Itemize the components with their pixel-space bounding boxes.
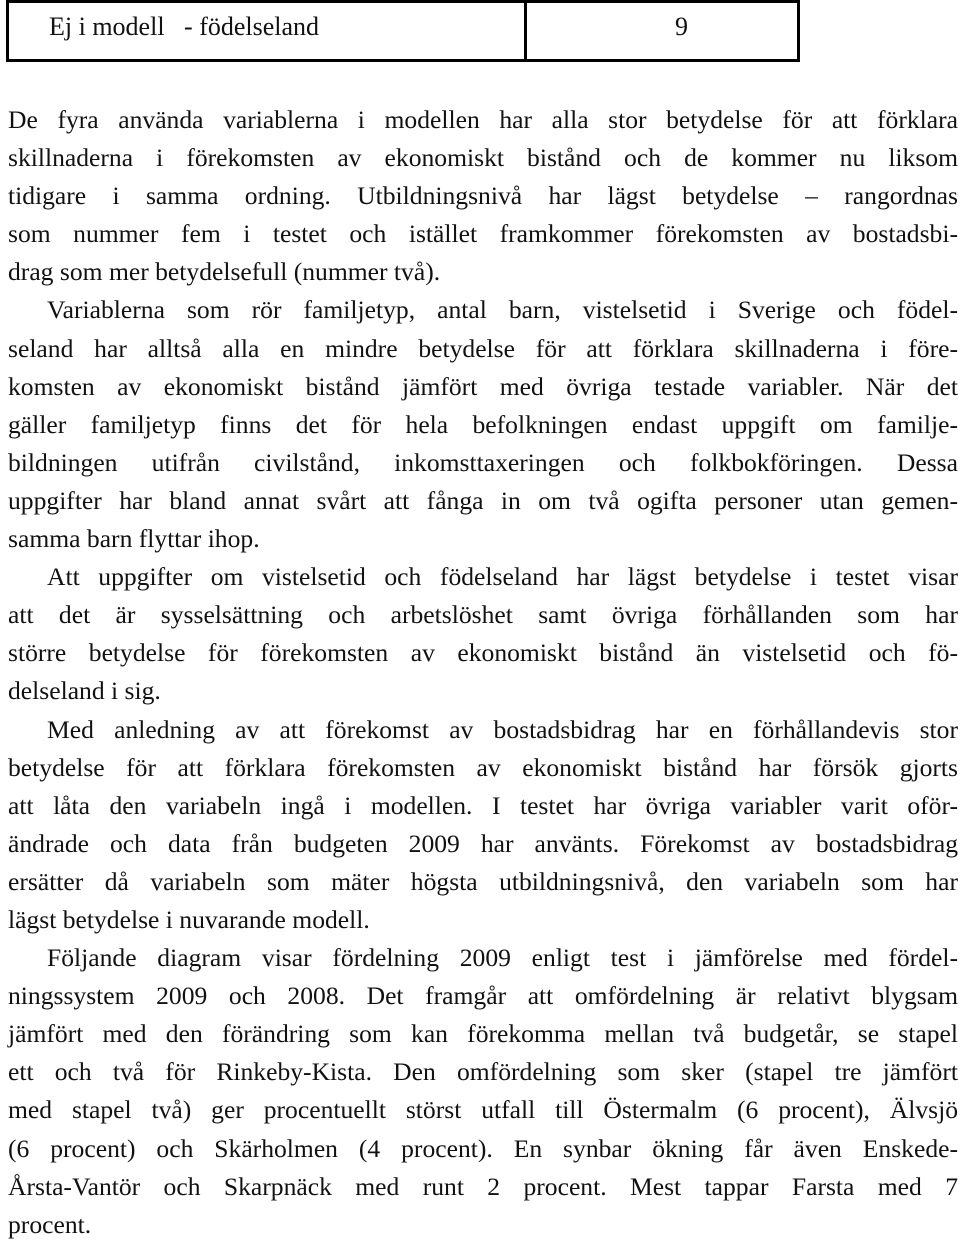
paragraph <box>8 711 958 940</box>
paragraph <box>8 101 958 291</box>
text-line: drag som mer betydelsefull (nummer två). <box>8 257 441 287</box>
text-line: (6 procent) och Skärholmen (4 procent). En synbar ökning får även Enskede- <box>8 1133 958 1163</box>
text-line: delseland i sig. <box>8 676 161 706</box>
text-line: De fyra använda variablerna i modellen har alla stor betydelse för att förklara <box>8 105 958 134</box>
body-text <box>8 101 958 1244</box>
text-line: betydelse för att förklara förekomsten av ekonomiskt bistånd har försök gjorts <box>8 752 958 782</box>
text-line: ningssystem 2009 och 2008. Det framgår att omfördelning är relativt blygsam <box>8 981 958 1011</box>
text-line: lägst betydelse i nuvarande modell. <box>8 904 370 934</box>
paragraph <box>8 558 958 710</box>
text-line: skillnaderna i förekomsten av ekonomiskt bistånd och de kommer nu liksom <box>8 143 958 173</box>
text-line: att låta den variabeln ingå i modellen. I testet har övriga variabler varit oför- <box>8 790 958 820</box>
text-line: tidigare i samma ordning. Utbildningsnivå har lägst betydelse – rangordnas <box>8 181 958 211</box>
text-line: med stapel två) ger procentuellt störst utfall till Östermalm (6 procent), Älvsjö <box>8 1095 958 1125</box>
text-line: samma barn flyttar ihop. <box>8 524 260 554</box>
text-line: Årsta-Vantör och Skarpnäck med runt 2 procent. Mest tappar Farsta med 7 <box>8 1171 958 1201</box>
text-line: Variablerna som rör familjetyp, antal barn, vistelsetid i Sverige och födel- <box>47 295 958 325</box>
paragraph <box>8 939 958 1244</box>
paragraph <box>8 291 958 558</box>
text-line: att det är sysselsättning och arbetslöshet samt övriga förhållanden som har <box>8 600 958 630</box>
text-line: bildningen utifrån civilstånd, inkomsttaxeringen och folkbokföringen. Dessa <box>8 447 958 477</box>
text-line: seland har alltså alla en mindre betydelse för att förklara skillnaderna i före- <box>8 333 958 363</box>
text-line: komsten av ekonomiskt bistånd jämfört med övriga testade variabler. När det <box>8 371 958 401</box>
text-line: ersätter då variabeln som mäter högsta utbildningsnivå, den variabeln som har <box>8 866 958 896</box>
text-line: större betydelse för förekomsten av ekonomiskt bistånd än vistelsetid och fö- <box>8 638 958 668</box>
text-line: Med anledning av att förekomst av bostadsbidrag har en förhållandevis stor <box>47 714 958 744</box>
section-title: Ej i modell - födelseland <box>9 3 527 59</box>
text-line: ett och två för Rinkeby-Kista. Den omfördelning som sker (stapel tre jämfört <box>8 1057 958 1087</box>
text-line: som nummer fem i testet och istället framkommer förekomsten av bostadsbi- <box>8 219 958 249</box>
text-line: ändrade och data från budgeten 2009 har använts. Förekomst av bostadsbidrag <box>8 828 958 858</box>
text-line: Följande diagram visar fördelning 2009 enligt test i jämförelse med fördel- <box>47 943 958 973</box>
text-line: gäller familjetyp finns det för hela befolkningen endast uppgift om familje- <box>8 409 958 439</box>
header-table <box>6 0 800 62</box>
text-line: procent. <box>8 1209 92 1239</box>
text-line: Att uppgifter om vistelsetid och födelseland har lägst betydelse i testet visar <box>47 562 958 592</box>
page-number: 9 <box>675 12 688 41</box>
text-line: jämfört med den förändring som kan förekomma mellan två budgetår, se stapel <box>8 1019 958 1049</box>
text-line: uppgifter har bland annat svårt att fånga in om två ogifta personer utan gemen- <box>8 485 958 515</box>
